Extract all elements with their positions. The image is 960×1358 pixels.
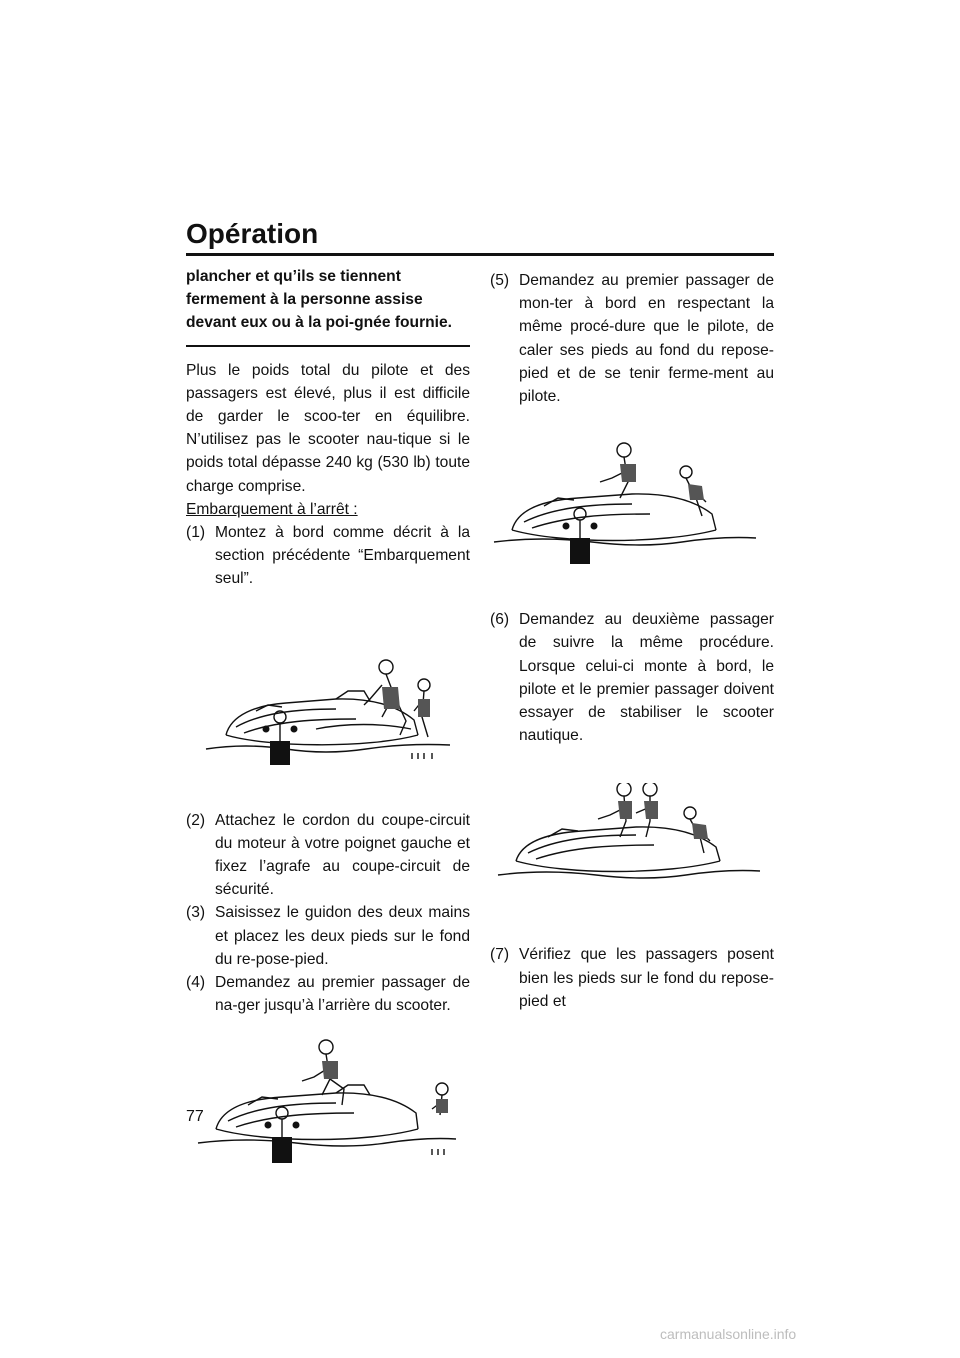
illustration-passenger-swimming-to-stern xyxy=(186,1033,470,1193)
step-6 xyxy=(490,608,774,747)
step-number: (1) xyxy=(186,524,206,542)
step-text: Demandez au premier passager de mon-ter à bord en respectant la même procé-dure que le pilote, de caler ses pieds au fond du repose-pied et de se tenir ferme-ment au pilote. xyxy=(519,272,774,406)
left-column xyxy=(186,265,470,1193)
step-5 xyxy=(490,269,774,408)
step-text: Demandez au deuxième passager de suivre la même procédure. Lorsque celui-ci monte à bord, le pilote et le premier passager doivent essayer de stabiliser le scooter nautique. xyxy=(519,611,774,745)
step-1 xyxy=(186,521,470,591)
page-number: 77 xyxy=(186,1108,204,1125)
warning-tail: plancher et qu’ils se tiennent fermement à la personne assise devant eux ou à la poi-gnée fournie. xyxy=(186,268,452,332)
step-text: Montez à bord comme décrit à la section précédente “Embarquement seul”. xyxy=(215,524,470,588)
step-number: (7) xyxy=(490,946,510,964)
step-text: Demandez au premier passager de na-ger jusqu’à l’arrière du scooter. xyxy=(215,974,470,1015)
step-2 xyxy=(186,809,470,902)
weight-paragraph: Plus le poids total du pilote et des passagers est élevé, plus il est difficile de garder le scoo-ter en équilibre. N’utilisez pas le scooter nau-tique si le poids total dépasse 240 kg (530 lb) toute charge comprise. xyxy=(186,361,470,495)
step-text: Attachez le cordon du coupe-circuit du moteur à votre poignet gauche et fixez l’agrafe au coupe-circuit de sécurité. xyxy=(215,811,470,899)
step-7 xyxy=(490,943,774,1013)
step-text: Saisissez le guidon des deux mains et placez les deux pieds sur le fond du re-pose-pied. xyxy=(215,904,470,968)
step-number: (5) xyxy=(490,272,510,289)
page-title: Opération xyxy=(186,218,319,249)
right-column xyxy=(490,269,774,1013)
step-3 xyxy=(186,901,470,971)
warning-end-rule xyxy=(186,345,470,347)
subheading-boarding: Embarquement à l’arrêt : xyxy=(186,500,358,518)
title-rule xyxy=(186,253,774,256)
step-4 xyxy=(186,971,470,1017)
illustration-first-passenger-boarding xyxy=(490,442,774,582)
step-text: Vérifiez que les passagers posent bien les pieds sur le fond du repose-pied et xyxy=(519,946,774,1010)
step-number: (3) xyxy=(186,904,206,922)
step-number: (4) xyxy=(186,974,206,992)
step-number: (6) xyxy=(490,611,510,629)
illustration-second-passenger-boarding xyxy=(490,783,774,903)
illustration-rider-boarding-alone xyxy=(186,625,470,795)
step-number: (2) xyxy=(186,811,206,829)
watermark: carmanualsonline.info xyxy=(660,1326,797,1342)
